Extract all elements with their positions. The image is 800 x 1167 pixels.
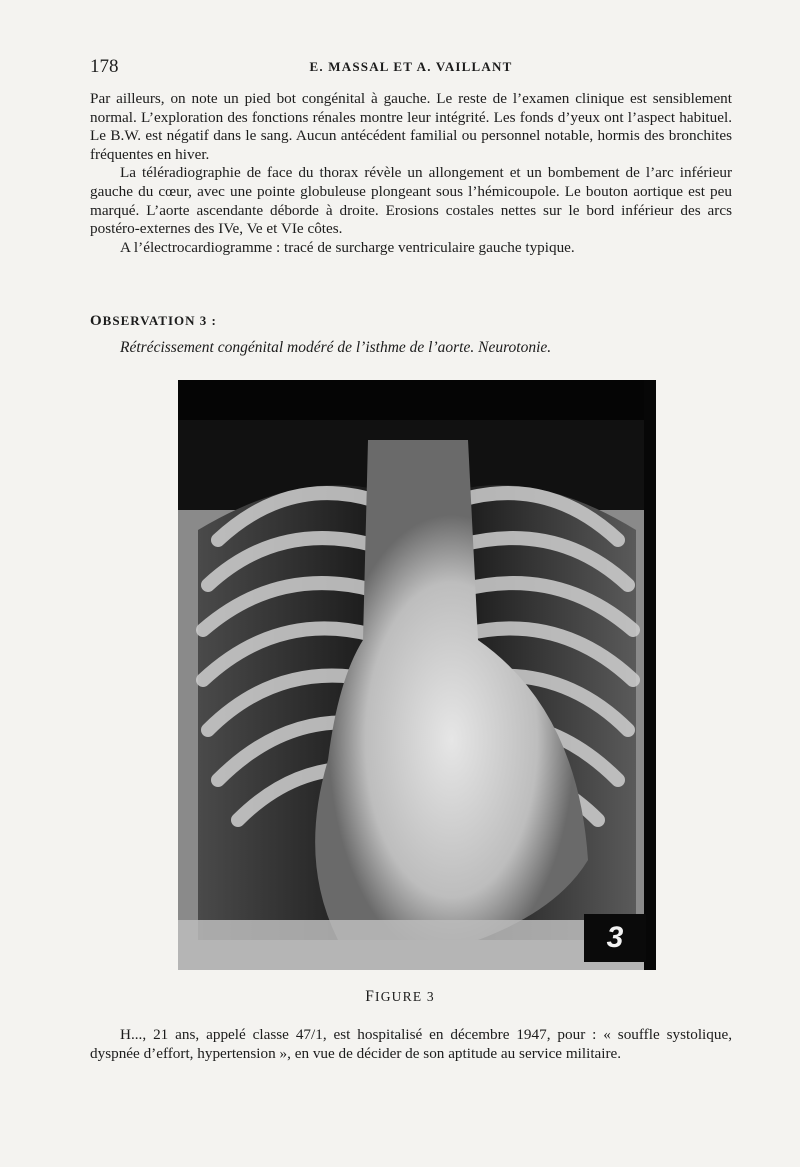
observation-heading [90, 313, 217, 330]
chest-xray-figure [178, 380, 656, 970]
observation-heading-rest: BSERVATION 3 : [102, 313, 217, 328]
paragraph: La téléradiographie de face du thorax révèle un allongement et un bombement de l’arc inférieur gauche du cœur, avec une pointe globuleuse plongeant sous l’hémicoupole. Le bouton aortique est peu marqué. L’aorte ascendante déborde à droite. Erosions costales nettes sur le bord inférieur des arcs postéro-externes des IVe, Ve et VIe côtes. [90, 164, 732, 238]
figure-caption-initial: F [365, 988, 376, 1005]
observation-heading-initial: O [90, 313, 103, 329]
xray-image [178, 380, 656, 970]
figure-caption [0, 988, 800, 1006]
running-head: E. MASSAL ET A. VAILLANT [309, 59, 513, 74]
paragraph: A l’électrocardiogramme : tracé de surcharge ventriculaire gauche typique. [120, 238, 575, 256]
figure-number-label: 3 [584, 914, 646, 962]
body-text-bottom [90, 1026, 732, 1063]
observation-title: Rétrécissement congénital modéré de l’isthme de l’aorte. Neurotonie. [120, 339, 552, 356]
paragraph: Par ailleurs, on note un pied bot congénital à gauche. Le reste de l’examen clinique est sensiblement normal. L’exploration des fonctions rénales montre leur intégrité. Les fonds d’yeux ont l’aspect habituel. Le B.W. est négatif dans le sang. Aucun antécédent familial ou personnel notable, hormis des bronchites fréquentes en hiver. [90, 90, 732, 163]
paragraph: H..., 21 ans, appelé classe 47/1, est hospitalisé en décembre 1947, pour : « souffle systolique, dyspnée d’effort, hypertension », en vue de décider de son aptitude au service militaire. [90, 1026, 732, 1062]
page-header [90, 56, 732, 80]
figure-caption-rest: IGURE 3 [375, 989, 435, 1004]
body-text-top [90, 90, 732, 257]
page-number: 178 [90, 56, 119, 77]
